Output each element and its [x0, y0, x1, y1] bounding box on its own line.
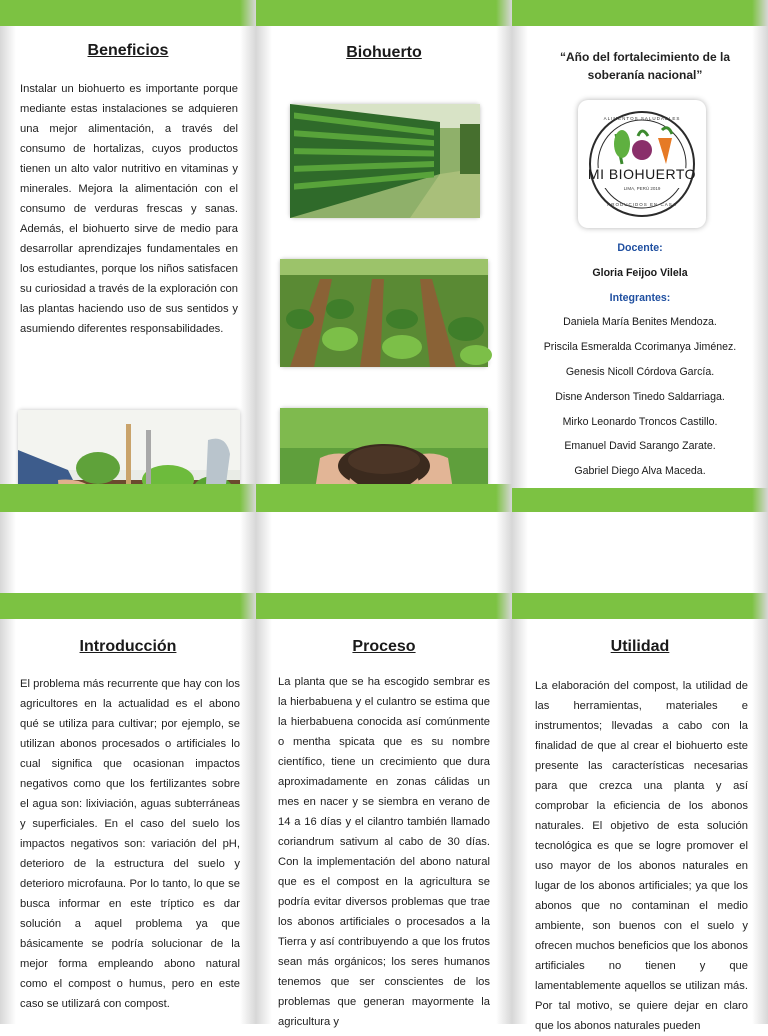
integrante-item: Gabriel Diego Alva Maceda. — [574, 465, 706, 478]
logo-sub: LIMA, PERÚ 2019 — [623, 186, 661, 191]
introduccion-title: Introducción — [79, 638, 177, 655]
green-band-top — [256, 593, 512, 619]
mi-biohuerto-logo — [578, 100, 706, 228]
beneficios-text: Instalar un biohuerto es importante porque mediante estas instalaciones se adquieren una mejor alimentación, a través del consumo de hortalizas, cuyos productos tienen un alto valor nutritivo en vitaminas y minerales. Mejora la alimentación con el consumo de verduras frescas y sanas. Además, el biohuerto sirve de medio para desarrollar aprendizajes fundamentales en los estudiantes, porque los niños satisfacen su curiosidad a través de la exploración con las plantas haciendo uso de sus sentidos y asumiendo diferentes responsabilidades. — [20, 83, 238, 335]
introduccion-text: El problema más recurrente que hay con los agricultores en la actualidad es el abono qué se utiliza para cultivar; por ejemplo, se utilizan abonos procesados o artificiales lo cual significa que ocasionan impactos negativos como que los fertilizantes sobre el agua son: lixiviación, aguas subterráneas y superficiales. En el caso del suelo los impactos negativos son: variación del pH, deterioro de la estructura del suelo y deterioro microfauna. Por lo tanto, lo que se busca informar en este tríptico es dar solución a aquel problema ya que básicamente se podría solucionar de la mejor forma empleando abono natural como el compost o humus, pero en este caso se utilizará con compost. — [20, 678, 240, 1010]
green-band-bottom — [256, 484, 512, 512]
panel-portada — [512, 0, 768, 512]
integrante-item: Priscila Esmeralda Ccorimanya Jiménez. — [543, 341, 737, 354]
vertical-garden-photo — [290, 104, 480, 218]
logo-bottom-text: PRODUCIDOS EN CASA — [607, 202, 677, 207]
panel-biohuerto — [256, 0, 512, 512]
green-band-top — [0, 593, 256, 619]
biohuerto-title: Biohuerto — [346, 44, 422, 61]
green-band-top — [256, 0, 512, 26]
integrante-item: Emanuel David Sarango Zarate. — [564, 440, 716, 453]
integrantes-label: Integrantes: — [609, 291, 671, 304]
green-band-top — [0, 0, 256, 26]
year-motto: “Año del fortalecimiento de la soberanía nacional” — [559, 50, 731, 82]
docente-label: Docente: — [617, 242, 663, 254]
green-band-bottom — [0, 484, 256, 512]
panel-introduccion — [0, 512, 256, 1024]
integrante-item: Genesis Nicoll Córdova García. — [565, 365, 715, 378]
logo-top-text: ALIMENTOS SALUDABLES — [603, 116, 681, 121]
proceso-text: La planta que se ha escogido sembrar es la hierbabuena y el culantro se estima que la hierbabuena conocida así comúnmente o mentha spicata que es su nombre científico, tiene un crecimiento que dura aproximadamente en zonas cálidas un mes en nacer y se siembra en verano de 14 a 16 días y el cilantro también llamado coriandrum sativum al cabo de 30 días. Con la implementación del abono natural que es el compost en la agricultura se podría evitar diversos problemas que trae los abonos artificiales o procesados a la Tierra y así contribuyendo a que los frutos sean más orgánicos; los seres humanos tenemos que ser conscientes de los problemas que generan mayormente la agricultura y — [278, 676, 490, 1028]
raised-garden-beds-photo — [280, 259, 488, 367]
docente-name: Gloria Feijoo Vilela — [592, 266, 688, 279]
panel-proceso — [256, 512, 512, 1028]
utilidad-title: Utilidad — [610, 638, 670, 655]
logo-name: MI BIOHUERTO — [587, 166, 697, 182]
integrante-item: Mirko Leonardo Troncos Castillo. — [562, 415, 718, 428]
green-band-top — [512, 593, 768, 619]
panel-beneficios — [0, 0, 256, 512]
integrante-item: Daniela María Benites Mendoza. — [563, 316, 717, 329]
proceso-title: Proceso — [352, 638, 416, 655]
integrante-item: Disne Anderson Tinedo Saldarriaga. — [555, 390, 725, 403]
panel-utilidad — [512, 512, 768, 1032]
green-band-top — [512, 0, 768, 26]
utilidad-text: La elaboración del compost, la utilidad de las herramientas, materiales e instrumentos; llevadas a cabo con la finalidad de que al crear el biohuerto este presente las características necesarias para que crezca una planta y así comprobar la eficiencia de los abonos naturales. El objetivo de esta solución tecnológica es que se logre promover el uso mayor de los abonos naturales en lugar de los abonos artificiales; ya que los abonos que no contaminan el medio ambiente, son buenos con el suelo y ofrecen muchos beneficios que los abonos artificiales no tienen y que lamentablemente aquellos se utilizan más. Por tal motivo, se quiere dejar en claro que los abonos naturales pueden — [535, 680, 748, 1032]
beneficios-title: Beneficios — [87, 42, 169, 59]
